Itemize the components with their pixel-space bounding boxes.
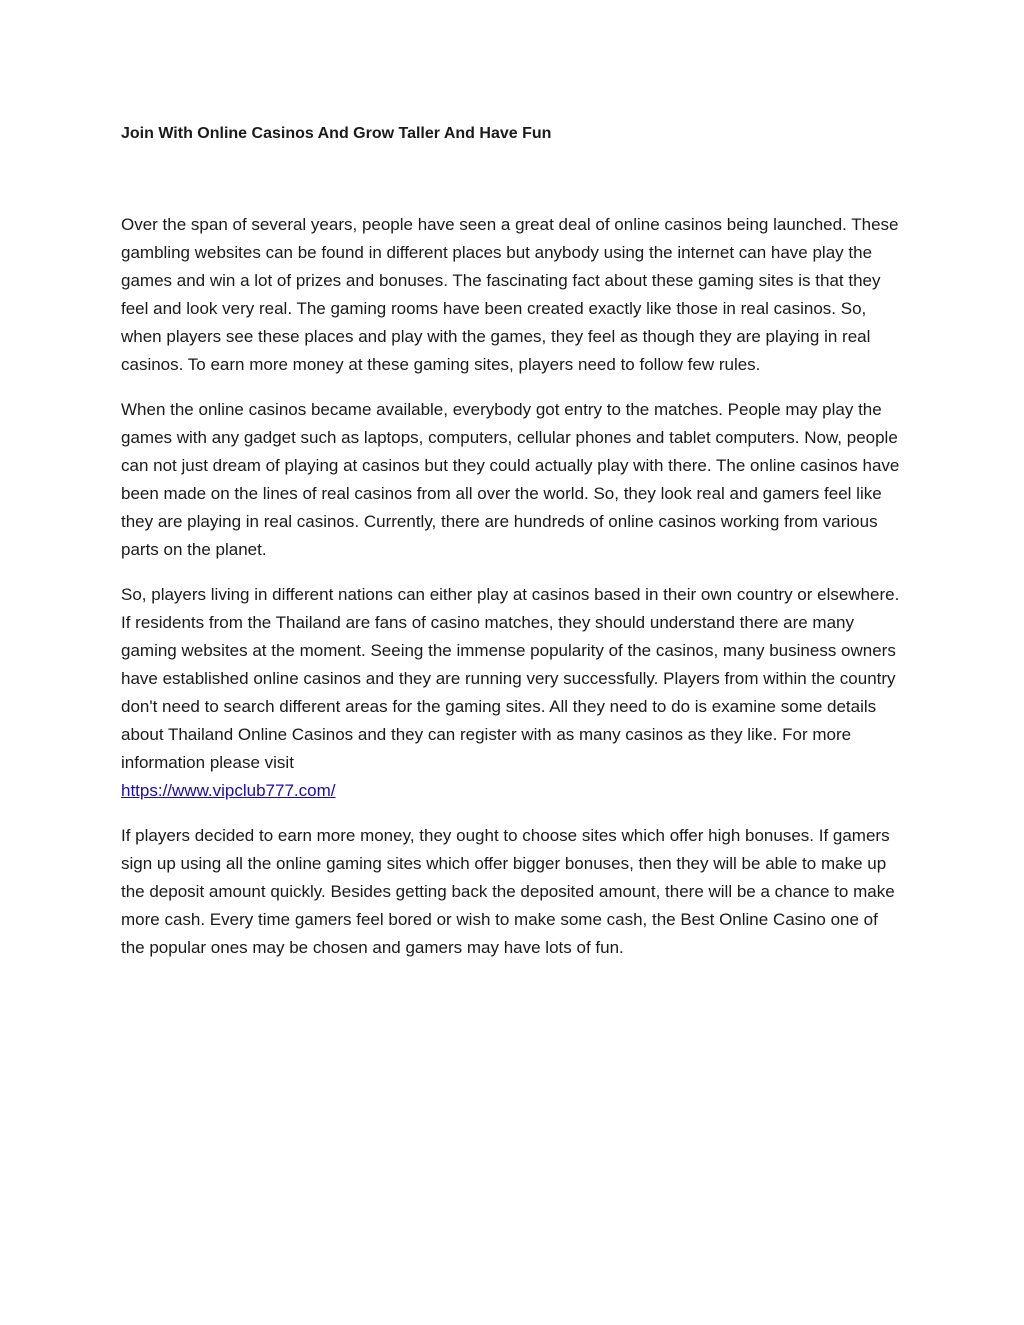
- document-content: [121, 120, 903, 979]
- paragraph-2: When the online casinos became available, everybody got entry to the matches. People may play the games with any gadget such as laptops, computers, cellular phones and tablet computers. Now, people can not just dream of playing at casinos but they could actually play with there. The online casinos have been made on the lines of real casinos from all over the world. So, they look real and gamers feel like they are playing in real casinos. Currently, there are hundreds of online casinos working from various parts on the planet.: [121, 400, 900, 559]
- paragraph-1: Over the span of several years, people have seen a great deal of online casinos being launched. These gambling websites can be found in different places but anybody using the internet can have play the games and win a lot of prizes and bonuses. The fascinating fact about these gaming sites is that they feel and look very real. The gaming rooms have been created exactly like those in real casinos. So, when players see these places and play with the games, they feel as though they are playing in real casinos. To earn more money at these gaming sites, players need to follow few rules.: [121, 215, 899, 374]
- document-title: Join With Online Casinos And Grow Taller And Have Fun: [121, 125, 552, 142]
- paragraph-4: If players decided to earn more money, they ought to choose sites which offer high bonuses. If gamers sign up using all the online gaming sites which offer bigger bonuses, then they will be able to make up the deposit amount quickly. Besides getting back the deposited amount, there will be a chance to make more cash. Every time gamers feel bored or wish to make some cash, the Best Online Casino one of the popular ones may be chosen and gamers may have lots of fun.: [121, 826, 895, 957]
- vipclub-link[interactable]: https://www.vipclub777.com/: [121, 781, 336, 800]
- paragraph-3: [121, 581, 903, 805]
- document-body: [121, 211, 903, 962]
- paragraph-3-text: So, players living in different nations can either play at casinos based in their own country or elsewhere. If residents from the Thailand are fans of casino matches, they should understand there are many gaming websites at the moment. Seeing the immense popularity of the casinos, many business owners have established online casinos and they are running very successfully. Players from within the country don't need to search different areas for the gaming sites. All they need to do is examine some details about Thailand Online Casinos and they can register with as many casinos as they like. For more information please visit: [121, 585, 900, 772]
